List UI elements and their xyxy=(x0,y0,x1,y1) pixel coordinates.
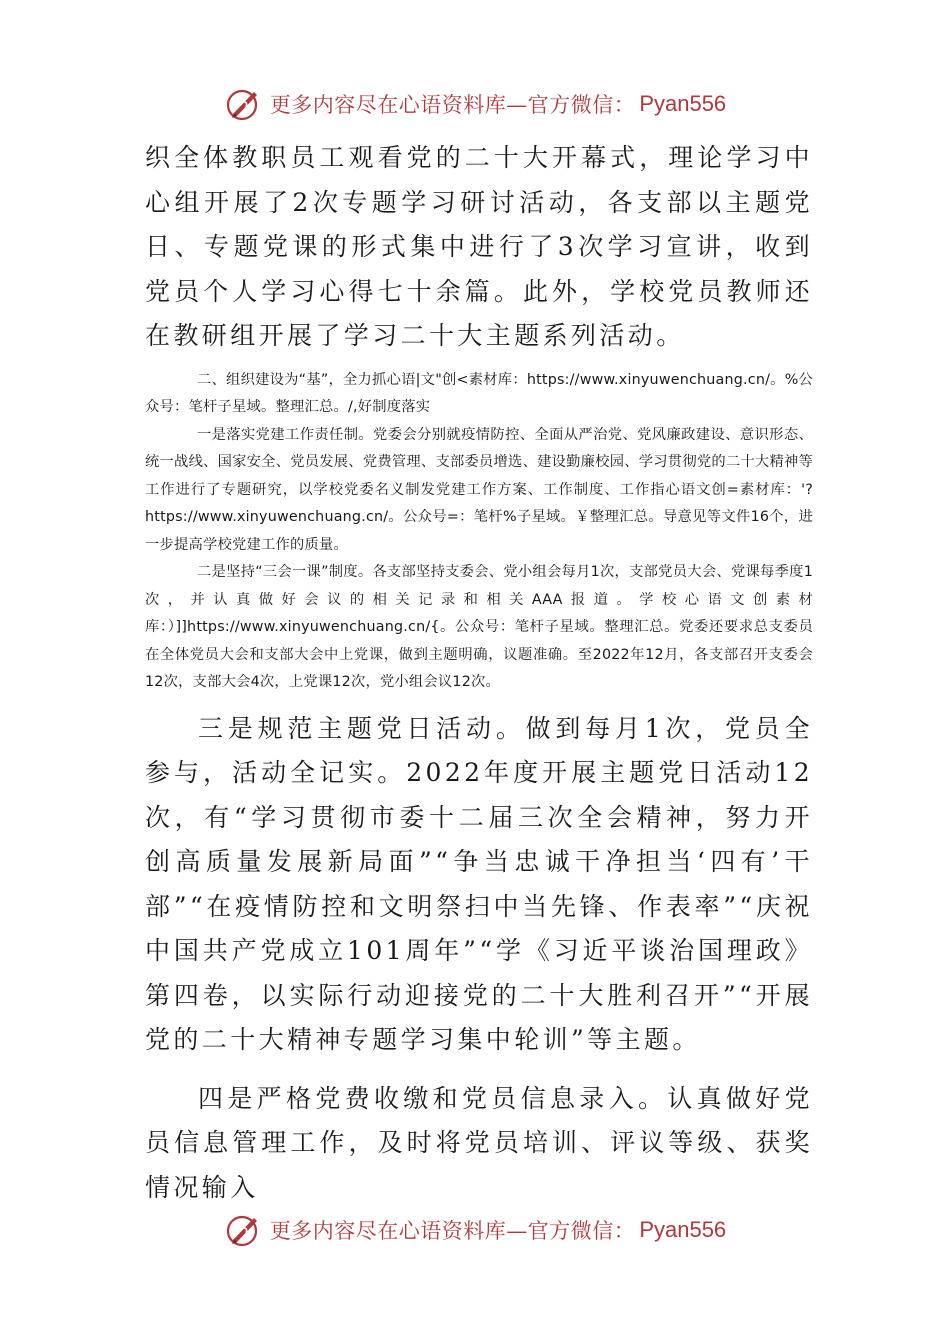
document-body xyxy=(145,136,813,1210)
section-heading-organization: 二、组织建设为“基”，全力抓心语|文"创<素材库：https://www.xinyuwenchuang.cn/。%公众号：笔杆子星域。整理汇总。/,好制度落实 xyxy=(145,371,813,415)
footer-watermark-banner xyxy=(0,1208,950,1252)
banner-wechat-id: Pyan556 xyxy=(639,1217,727,1242)
pen-logo-icon xyxy=(224,1210,264,1250)
header-watermark-banner xyxy=(0,82,950,126)
banner-text: 更多内容尽在心语资料库—官方微信： xyxy=(269,1219,636,1243)
pen-logo-icon xyxy=(224,84,264,124)
paragraph-party-dues: 四是严格党费收缴和党员信息录入。认真做好党员信息管理工作，及时将党员培训、评议等级、获奖情况输入 xyxy=(145,1083,813,1202)
banner-text: 更多内容尽在心语资料库—官方微信： xyxy=(269,93,636,117)
paragraph-study-activities: 织全体教职员工观看党的二十大开幕式，理论学习中心组开展了2次专题学习研讨活动，各支部以主题党日、专题党课的形式集中进行了3次学习宣讲，收到党员个人学习心得七十余篇。此外，学校党员教师还在教研组开展了学习二十大主题系列活动。 xyxy=(145,143,813,350)
paragraph-theme-party-day: 三是规范主题党日活动。做到每月1次，党员全参与，活动全记实。2022年度开展主题党日活动12次，有“学习贯彻市委十二届三次全会精神，努力开创高质量发展新局面”“争当忠诚干净担当‘四有’干部”“在疫情防控和文明祭扫中当先锋、作表率”“庆祝中国共产党成立101周年”“学《习近平谈治国理政》第四卷，以实际行动迎接党的二十大胜利召开”“开展党的二十大精神专题学习集中轮训”等主题。 xyxy=(145,713,813,1054)
paragraph-responsibility-system: 一是落实党建工作责任制。党委会分别就疫情防控、全面从严治党、党风廉政建设、意识形态、统一战线、国家安全、党员发展、党费管理、支部委员增选、建设勤廉校园、学习贯彻党的二十大精神等工作进行了专题研究，以学校党委名义制发党建工作方案、工作制度、工作指心语文创=素材库：'?https://www.xinyuwenchuang.cn/。公众号=：笔杆%子星域。￥整理汇总。导意见等文件16个，进一步提高学校党建工作的质量。 xyxy=(145,426,813,553)
banner-wechat-id: Pyan556 xyxy=(639,91,727,116)
paragraph-three-meetings-one-lesson: 二是坚持“三会一课”制度。各支部坚持支委会、党小组会每月1次，支部党员大会、党课每季度1次，并认真做好会议的相关记录和相关AAA报道。学校心语文创素材库：）]]https://www.xinyuwenchuang.cn/{。公众号：笔杆子星域。整理汇总。党委还要求总支委员在全体党员大会和支部大会中上党课，做到主题明确，议题准确。至2022年12月，各支部召开支委会12次，支部大会4次，上党课12次，党小组会议12次。 xyxy=(145,564,813,690)
